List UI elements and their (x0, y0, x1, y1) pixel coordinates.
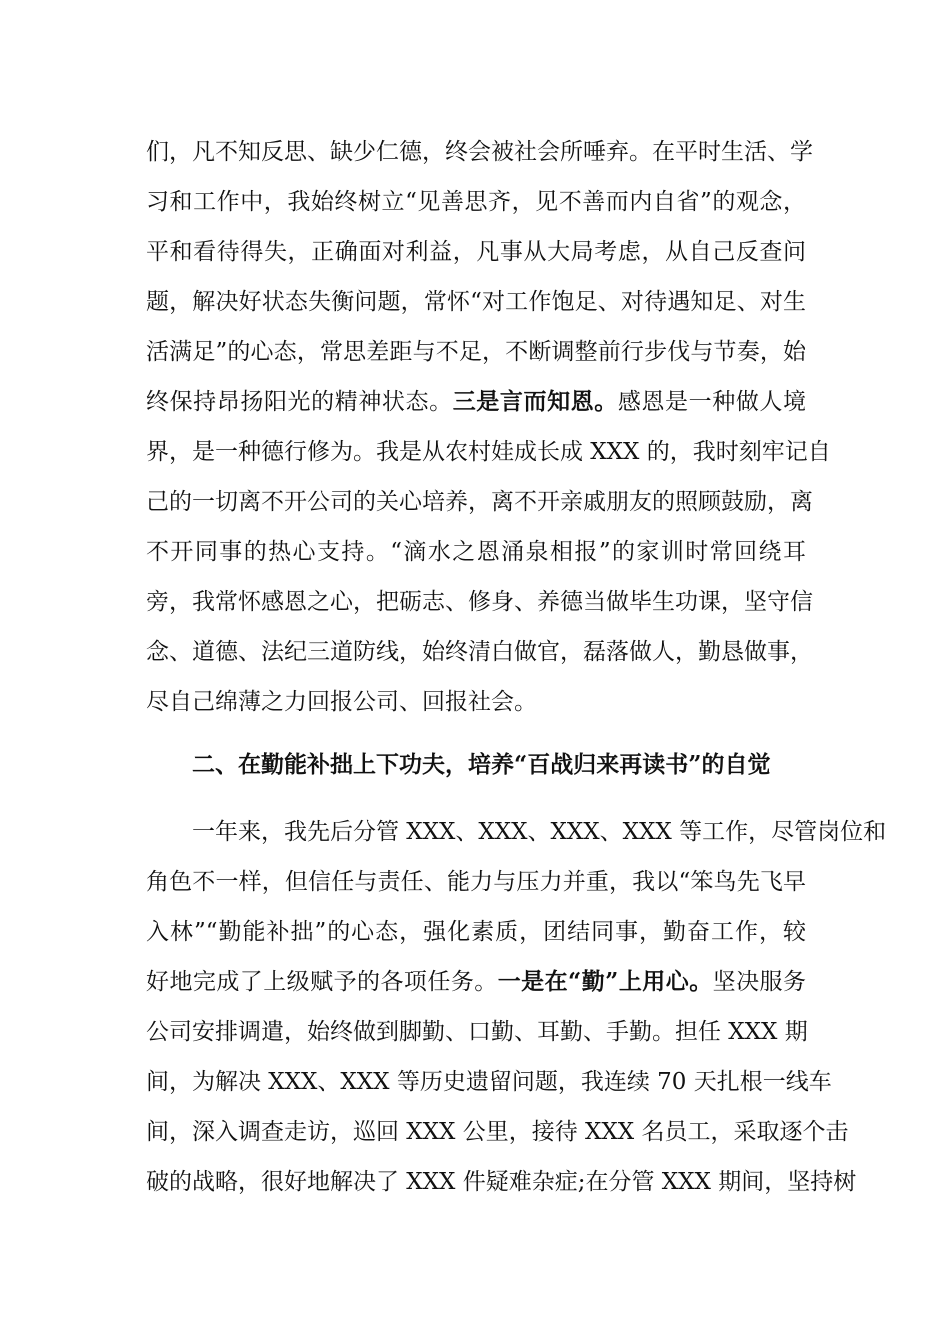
bold-point-heading: 三是言而知恩。 (452, 388, 618, 415)
paragraph-line: 们，凡不知反思、缺少仁德，终会被社会所唾弃。在平时生活、学 (146, 139, 813, 165)
paragraph-line: 旁，我常怀感恩之心，把砺志、修身、养德当做毕生功课，坚守信 (146, 589, 813, 615)
paragraph-line: 破的战略，很好地解决了 XXX 件疑难杂症;在分管 XXX 期间，坚持树 (146, 1169, 857, 1195)
paragraph-line: 间，深入调查走访，巡回 XXX 公里，接待 XXX 名员工，采取逐个击 (146, 1119, 849, 1145)
paragraph-line (146, 965, 806, 999)
paragraph-line: 念、道德、法纪三道防线，始终清白做官，磊落做人，勤恳做事， (146, 639, 813, 665)
line-text: 终保持昂扬阳光的精神状态。 (146, 389, 453, 415)
paragraph-line (146, 385, 806, 419)
paragraph-line: 活满足”的心态，常思差距与不足，不断调整前行步伐与节奏，始 (146, 339, 806, 365)
line-text: 好地完成了上级赋予的各项任务。 (146, 969, 498, 995)
section-heading: 二、在勤能补拙上下功夫，培养“百战归来再读书”的自觉 (192, 751, 771, 778)
paragraph-line: 题，解决好状态失衡问题，常怀“对工作饱足、对待遇知足、对生 (146, 289, 806, 315)
paragraph-line: 公司安排调遣，始终做到脚勤、口勤、耳勤、手勤。担任 XXX 期 (146, 1019, 808, 1045)
paragraph-line: 习和工作中，我始终树立“见善思齐，见不善而内自省”的观念， (146, 189, 806, 215)
paragraph-line: 角色不一样，但信任与责任、能力与压力并重，我以“笨鸟先飞早 (146, 869, 806, 895)
paragraph-line: 己的一切离不开公司的关心培养，离不开亲戚朋友的照顾鼓励，离 (146, 489, 813, 515)
paragraph-line: 不开同事的热心支持。“滴水之恩涌泉相报”的家训时常回绕耳 (146, 539, 806, 565)
paragraph-line: 尽自己绵薄之力回报公司、回报社会。 (146, 689, 537, 715)
paragraph-line: 间，为解决 XXX、XXX 等历史遗留问题，我连续 70 天扎根一线车 (146, 1069, 832, 1095)
bold-point-heading: 一是在“勤”上用心。 (497, 968, 713, 995)
line-text: 感恩是一种做人境 (617, 389, 807, 415)
paragraph-line: 一年来，我先后分管 XXX、XXX、XXX、XXX 等工作，尽管岗位和 (192, 819, 887, 845)
line-text: 坚决服务 (712, 969, 806, 995)
paragraph-line: 入林”“勤能补拙”的心态，强化素质，团结同事，勤奋工作，较 (146, 919, 806, 945)
paragraph-line: 界，是一种德行修为。我是从农村娃成长成 XXX 的，我时刻牢记自 (146, 439, 831, 465)
paragraph-line: 平和看待得失，正确面对利益，凡事从大局考虑，从自己反查问 (146, 239, 806, 265)
